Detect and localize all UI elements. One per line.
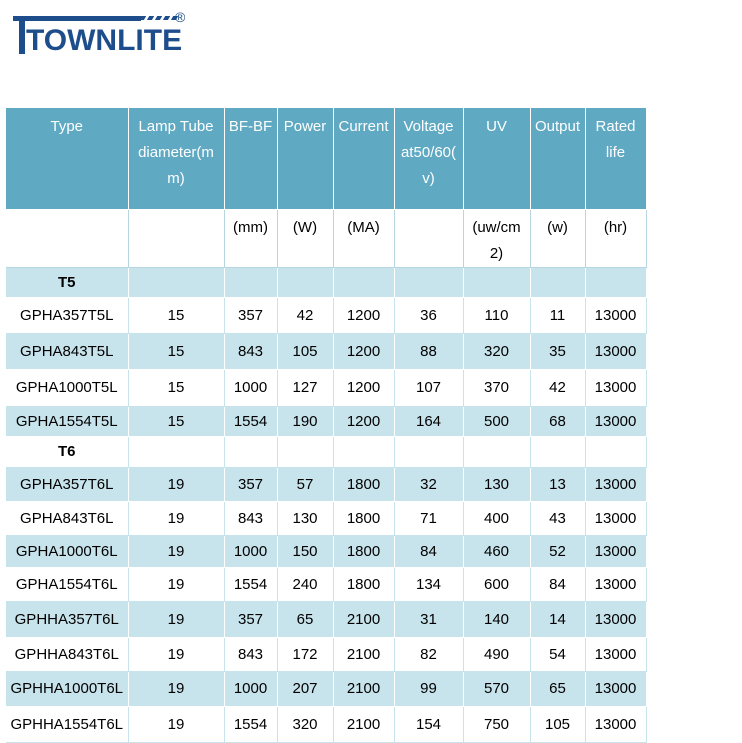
value-cell: 43 (530, 501, 585, 535)
model-cell: GPHHA357T6L (6, 601, 128, 637)
value-cell: 19 (128, 535, 224, 567)
value-cell: 2100 (333, 706, 394, 742)
value-cell: 19 (128, 671, 224, 706)
group-row (6, 267, 646, 297)
header-diameter: Lamp Tube diameter(m m) (128, 108, 224, 209)
value-cell: 843 (224, 333, 277, 369)
unit-cell (128, 209, 224, 267)
value-cell: 1200 (333, 369, 394, 406)
empty-cell (394, 267, 463, 297)
value-cell: 1200 (333, 333, 394, 369)
table-row (6, 333, 646, 369)
header-power: Power (277, 108, 333, 209)
value-cell: 357 (224, 601, 277, 637)
lamp-spec-table (6, 108, 647, 743)
empty-cell (333, 436, 394, 467)
value-cell: 52 (530, 535, 585, 567)
value-cell: 2100 (333, 601, 394, 637)
value-cell: 140 (463, 601, 530, 637)
value-cell: 320 (463, 333, 530, 369)
value-cell: 1800 (333, 467, 394, 501)
value-cell: 320 (277, 706, 333, 742)
value-cell: 32 (394, 467, 463, 501)
header-bf-bf: BF-BF (224, 108, 277, 209)
table-row (6, 706, 646, 742)
value-cell: 15 (128, 369, 224, 406)
model-cell: GPHA357T5L (6, 297, 128, 333)
unit-cell: (hr) (585, 209, 646, 267)
unit-cell: (uw/cm 2) (463, 209, 530, 267)
value-cell: 99 (394, 671, 463, 706)
empty-cell (585, 436, 646, 467)
empty-cell (128, 436, 224, 467)
value-cell: 65 (277, 601, 333, 637)
header-uv: UV (463, 108, 530, 209)
empty-cell (277, 267, 333, 297)
value-cell: 357 (224, 297, 277, 333)
value-cell: 19 (128, 601, 224, 637)
value-cell: 370 (463, 369, 530, 406)
value-cell: 54 (530, 637, 585, 671)
value-cell: 490 (463, 637, 530, 671)
value-cell: 570 (463, 671, 530, 706)
header-output: Output (530, 108, 585, 209)
value-cell: 19 (128, 467, 224, 501)
value-cell: 11 (530, 297, 585, 333)
model-cell: GPHA1554T5L (6, 406, 128, 436)
value-cell: 1000 (224, 671, 277, 706)
table-row (6, 467, 646, 501)
value-cell: 13000 (585, 601, 646, 637)
value-cell: 88 (394, 333, 463, 369)
value-cell: 13000 (585, 706, 646, 742)
value-cell: 19 (128, 706, 224, 742)
value-cell: 600 (463, 567, 530, 601)
model-cell: GPHHA1554T6L (6, 706, 128, 742)
value-cell: 130 (277, 501, 333, 535)
empty-cell (224, 436, 277, 467)
model-cell: GPHA1000T5L (6, 369, 128, 406)
value-cell: 13000 (585, 637, 646, 671)
value-cell: 65 (530, 671, 585, 706)
value-cell: 13000 (585, 333, 646, 369)
empty-cell (530, 267, 585, 297)
value-cell: 1000 (224, 535, 277, 567)
unit-cell: (mm) (224, 209, 277, 267)
value-cell: 13000 (585, 501, 646, 535)
model-cell: GPHA1554T6L (6, 567, 128, 601)
value-cell: 164 (394, 406, 463, 436)
value-cell: 1554 (224, 706, 277, 742)
value-cell: 84 (394, 535, 463, 567)
units-row (6, 209, 646, 267)
value-cell: 107 (394, 369, 463, 406)
value-cell: 13000 (585, 369, 646, 406)
header-voltage: Voltage at50/60( v) (394, 108, 463, 209)
empty-cell (224, 267, 277, 297)
header-type: Type (6, 108, 128, 209)
table-row (6, 601, 646, 637)
value-cell: 460 (463, 535, 530, 567)
value-cell: 57 (277, 467, 333, 501)
model-cell: GPHA1000T6L (6, 535, 128, 567)
value-cell: 105 (530, 706, 585, 742)
value-cell: 1800 (333, 535, 394, 567)
value-cell: 13000 (585, 467, 646, 501)
table-row (6, 406, 646, 436)
table-row (6, 535, 646, 567)
empty-cell (394, 436, 463, 467)
value-cell: 19 (128, 637, 224, 671)
townlite-logo (13, 6, 188, 58)
registered-mark: ® (175, 9, 186, 25)
value-cell: 172 (277, 637, 333, 671)
value-cell: 35 (530, 333, 585, 369)
value-cell: 68 (530, 406, 585, 436)
value-cell: 105 (277, 333, 333, 369)
header-current: Current (333, 108, 394, 209)
value-cell: 13000 (585, 671, 646, 706)
empty-cell (530, 436, 585, 467)
value-cell: 15 (128, 297, 224, 333)
value-cell: 1554 (224, 406, 277, 436)
value-cell: 2100 (333, 671, 394, 706)
value-cell: 110 (463, 297, 530, 333)
value-cell: 207 (277, 671, 333, 706)
unit-cell: (w) (530, 209, 585, 267)
value-cell: 150 (277, 535, 333, 567)
group-label: T6 (6, 436, 128, 467)
value-cell: 750 (463, 706, 530, 742)
value-cell: 240 (277, 567, 333, 601)
group-label: T5 (6, 267, 128, 297)
unit-cell (6, 209, 128, 267)
value-cell: 36 (394, 297, 463, 333)
table-row (6, 501, 646, 535)
table-row (6, 369, 646, 406)
value-cell: 127 (277, 369, 333, 406)
value-cell: 42 (277, 297, 333, 333)
value-cell: 13000 (585, 535, 646, 567)
value-cell: 19 (128, 567, 224, 601)
value-cell: 357 (224, 467, 277, 501)
value-cell: 1800 (333, 501, 394, 535)
value-cell: 13000 (585, 567, 646, 601)
table-row (6, 637, 646, 671)
value-cell: 190 (277, 406, 333, 436)
header-row (6, 108, 646, 209)
value-cell: 1800 (333, 567, 394, 601)
table-row (6, 297, 646, 333)
value-cell: 400 (463, 501, 530, 535)
model-cell: GPHA357T6L (6, 467, 128, 501)
value-cell: 1000 (224, 369, 277, 406)
value-cell: 154 (394, 706, 463, 742)
value-cell: 82 (394, 637, 463, 671)
table-row (6, 671, 646, 706)
value-cell: 31 (394, 601, 463, 637)
value-cell: 84 (530, 567, 585, 601)
value-cell: 500 (463, 406, 530, 436)
empty-cell (128, 267, 224, 297)
model-cell: GPHHA843T6L (6, 637, 128, 671)
header-rated-life: Rated life (585, 108, 646, 209)
unit-cell: (MA) (333, 209, 394, 267)
unit-cell: (W) (277, 209, 333, 267)
value-cell: 19 (128, 501, 224, 535)
value-cell: 14 (530, 601, 585, 637)
empty-cell (277, 436, 333, 467)
value-cell: 2100 (333, 637, 394, 671)
model-cell: GPHHA1000T6L (6, 671, 128, 706)
value-cell: 1554 (224, 567, 277, 601)
empty-cell (463, 436, 530, 467)
value-cell: 1200 (333, 406, 394, 436)
group-row (6, 436, 646, 467)
value-cell: 15 (128, 333, 224, 369)
unit-cell (394, 209, 463, 267)
model-cell: GPHA843T5L (6, 333, 128, 369)
value-cell: 15 (128, 406, 224, 436)
value-cell: 13000 (585, 406, 646, 436)
value-cell: 13 (530, 467, 585, 501)
value-cell: 843 (224, 637, 277, 671)
model-cell: GPHA843T6L (6, 501, 128, 535)
empty-cell (333, 267, 394, 297)
value-cell: 71 (394, 501, 463, 535)
value-cell: 1200 (333, 297, 394, 333)
empty-cell (585, 267, 646, 297)
empty-cell (463, 267, 530, 297)
table-row (6, 567, 646, 601)
value-cell: 134 (394, 567, 463, 601)
value-cell: 42 (530, 369, 585, 406)
value-cell: 13000 (585, 297, 646, 333)
value-cell: 130 (463, 467, 530, 501)
value-cell: 843 (224, 501, 277, 535)
logo-wordmark: TOWNLITE (26, 24, 183, 57)
